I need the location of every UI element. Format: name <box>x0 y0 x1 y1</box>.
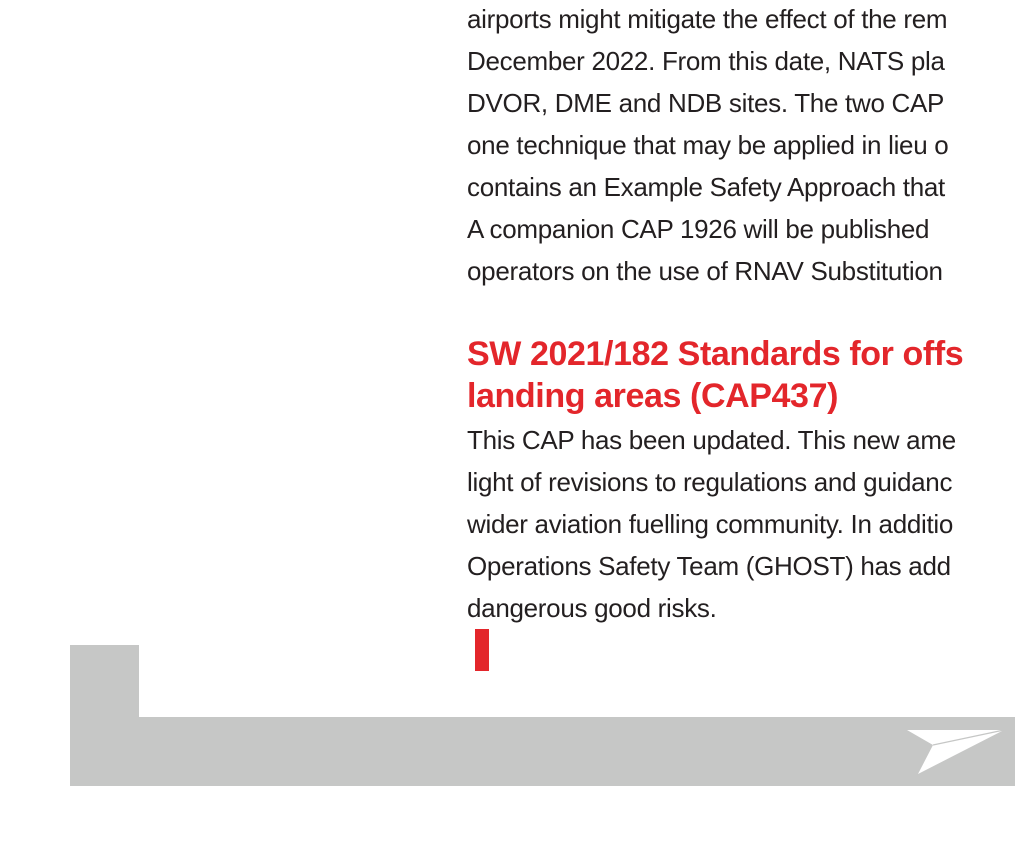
text-line: December 2022. From this date, NATS pla <box>467 46 945 76</box>
text-line: A companion CAP 1926 will be published <box>467 214 930 244</box>
heading-line: SW 2021/182 Standards for offs <box>467 335 964 373</box>
text-line: Operations Safety Team (GHOST) has add <box>467 551 951 581</box>
text-line-content: dangerous good risks. <box>467 593 717 623</box>
text-line: one technique that may be applied in lieu o <box>467 130 949 160</box>
text-line: This CAP has been updated. This new ame <box>467 425 956 455</box>
text-line: contains an Example Safety Approach that <box>467 172 945 202</box>
text-line: operators on the use of RNAV Substitution <box>467 256 943 286</box>
footer-grey-shape <box>70 645 1015 786</box>
text-line: light of revisions to regulations and guidanc <box>467 467 953 497</box>
text-line: airports might mitigate the effect of the rem <box>467 4 948 34</box>
text-line: wider aviation fuelling community. In additio <box>467 509 954 539</box>
text-line: DVOR, DME and NDB sites. The two CAP <box>467 88 945 118</box>
heading-line: landing areas (CAP437) <box>467 377 838 415</box>
